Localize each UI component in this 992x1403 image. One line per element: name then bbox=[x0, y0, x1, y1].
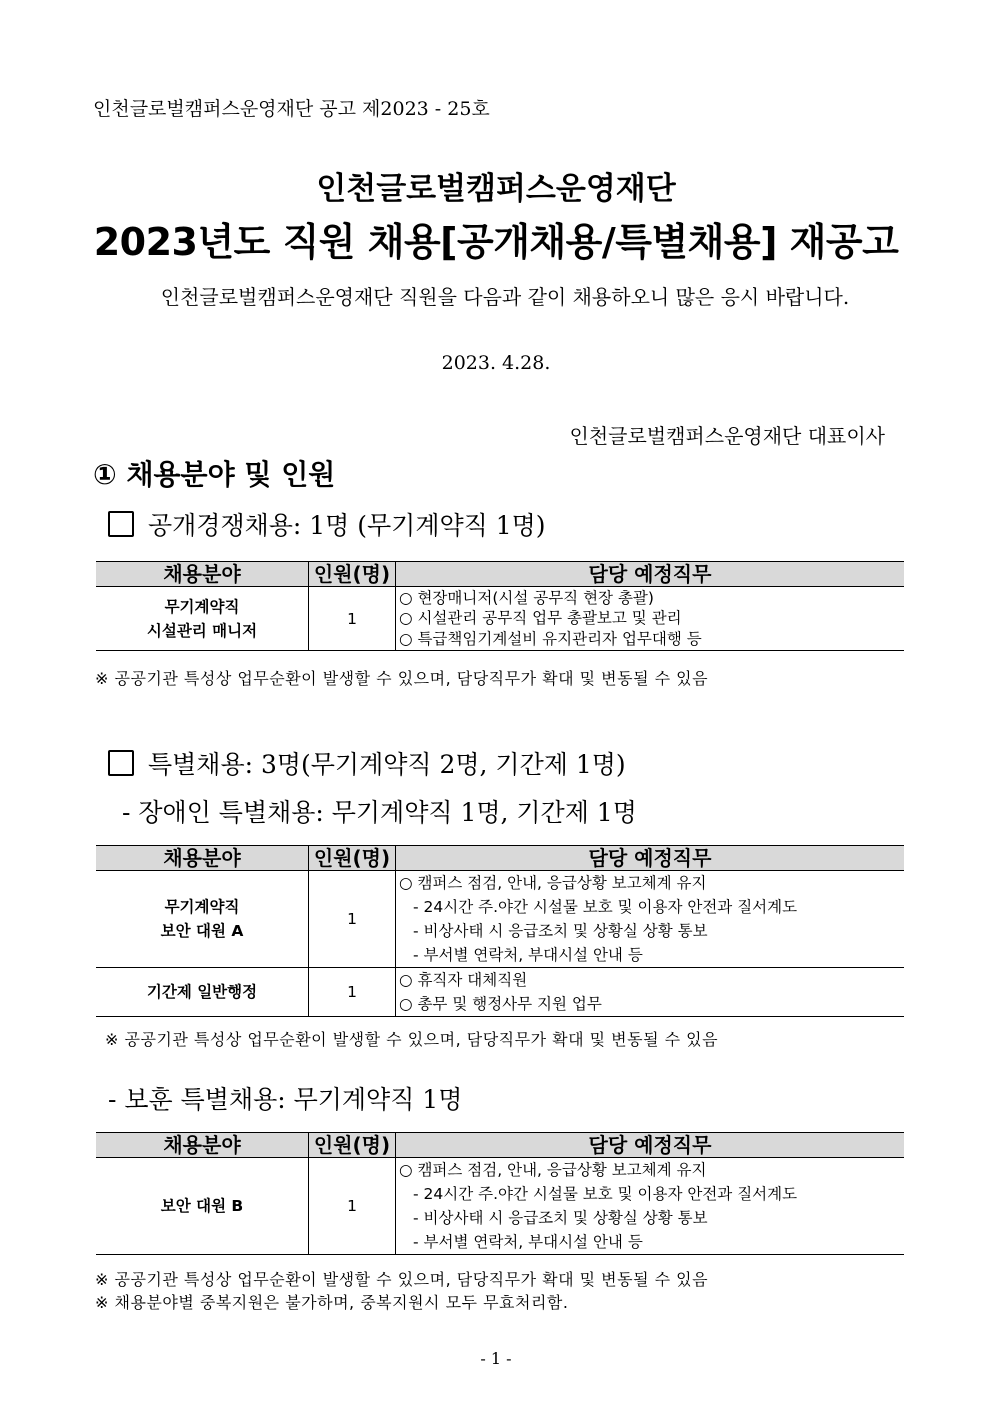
page-number: - 1 - bbox=[480, 1349, 512, 1368]
veteran-note-2: ※ 채용분야별 중복지원은 불가하며, 중복지원시 모두 무효처리함. bbox=[95, 1293, 569, 1312]
field-cell bbox=[96, 587, 309, 651]
duties-cell bbox=[396, 871, 905, 968]
col-duties: 담당 예정직무 bbox=[396, 846, 905, 871]
duty-item: ○ 현장매니저(시설 공무직 현장 총괄) bbox=[399, 588, 654, 607]
duty-item: ○ 캠퍼스 점검, 안내, 응급상황 보고체계 유지 bbox=[399, 1161, 707, 1179]
notice-number: 인천글로벌캠퍼스운영재단 공고 제2023 - 25호 bbox=[93, 98, 490, 120]
field-line2: 보안 대원 A bbox=[160, 922, 244, 940]
org-title: 인천글로벌캠퍼스운영재단 bbox=[316, 171, 676, 207]
open-recruit-heading-text: 공개경쟁채용: 1명 (무기계약직 1명) bbox=[148, 511, 546, 540]
table-header-row bbox=[96, 1133, 904, 1158]
duty-item: ○ 시설관리 공무직 업무 총괄보고 및 관리 bbox=[399, 609, 682, 628]
open-note: ※ 공공기관 특성상 업무순환이 발생할 수 있으며, 담당직무가 확대 및 변동될 수 있음 bbox=[95, 669, 709, 688]
field-cell: 기간제 일반행정 bbox=[96, 968, 309, 1017]
duty-item: - 24시간 주.야간 시설물 보호 및 이용자 안전과 질서계도 bbox=[413, 1185, 798, 1203]
duties-cell bbox=[396, 587, 905, 651]
field-line1: 무기계약직 bbox=[164, 597, 240, 616]
field-cell: 보안 대원 B bbox=[96, 1158, 309, 1255]
col-count: 인원(명) bbox=[309, 846, 396, 871]
col-field: 채용분야 bbox=[96, 1133, 309, 1158]
table-row bbox=[96, 1158, 904, 1255]
table-header-row bbox=[96, 562, 904, 587]
open-recruit-heading bbox=[108, 506, 546, 542]
duty-item: ○ 휴직자 대체직원 bbox=[399, 971, 528, 989]
intro-text: 인천글로벌캠퍼스운영재단 직원을 다음과 같이 채용하오니 많은 응시 바랍니다. bbox=[160, 285, 850, 309]
table-row bbox=[96, 871, 904, 968]
signer: 인천글로벌캠퍼스운영재단 대표이사 bbox=[569, 424, 885, 448]
duty-item: - 부서별 연락처, 부대시설 안내 등 bbox=[413, 946, 643, 964]
special-recruit-heading-text: 특별채용: 3명(무기계약직 2명, 기간제 1명) bbox=[148, 750, 626, 779]
duty-item: - 비상사태 시 응급조치 및 상황실 상황 통보 bbox=[413, 922, 708, 940]
col-field: 채용분야 bbox=[96, 562, 309, 587]
special-recruit-heading bbox=[108, 745, 626, 781]
duty-item: ○ 캠퍼스 점검, 안내, 응급상황 보고체계 유지 bbox=[399, 874, 707, 892]
checkbox-square-icon bbox=[108, 750, 134, 776]
duty-item: ○ 총무 및 행정사무 지원 업무 bbox=[399, 995, 602, 1013]
duty-item: - 비상사태 시 응급조치 및 상황실 상황 통보 bbox=[413, 1209, 708, 1227]
field-line2: 시설관리 매니저 bbox=[146, 621, 258, 640]
duties-cell bbox=[396, 1158, 905, 1255]
veteran-note-1: ※ 공공기관 특성상 업무순환이 발생할 수 있으며, 담당직무가 확대 및 변동될 수 있음 bbox=[95, 1270, 709, 1289]
duty-item: - 24시간 주.야간 시설물 보호 및 이용자 안전과 질서계도 bbox=[413, 898, 798, 916]
col-duties: 담당 예정직무 bbox=[396, 562, 905, 587]
veteran-recruit-heading: - 보훈 특별채용: 무기계약직 1명 bbox=[108, 1085, 463, 1114]
count-cell: 1 bbox=[309, 1158, 396, 1255]
veteran-recruit-table bbox=[96, 1132, 904, 1255]
table-row bbox=[96, 968, 904, 1017]
duty-item: ○ 특급책임기계설비 유지관리자 업무대행 등 bbox=[399, 629, 702, 648]
duties-cell bbox=[396, 968, 905, 1017]
count-cell: 1 bbox=[309, 968, 396, 1017]
col-count: 인원(명) bbox=[309, 1133, 396, 1158]
duty-item: - 부서별 연락처, 부대시설 안내 등 bbox=[413, 1233, 643, 1251]
disabled-recruit-table bbox=[96, 845, 904, 1017]
checkbox-square-icon bbox=[108, 511, 134, 537]
disabled-note: ※ 공공기관 특성상 업무순환이 발생할 수 있으며, 담당직무가 확대 및 변동될 수 있음 bbox=[105, 1030, 719, 1049]
col-count: 인원(명) bbox=[309, 562, 396, 587]
col-field: 채용분야 bbox=[96, 846, 309, 871]
table-header-row bbox=[96, 846, 904, 871]
field-line1: 무기계약직 bbox=[164, 898, 240, 916]
table-row bbox=[96, 587, 904, 651]
col-duties: 담당 예정직무 bbox=[396, 1133, 905, 1158]
section-title: ① 채용분야 및 인원 bbox=[93, 458, 336, 491]
disabled-recruit-heading: - 장애인 특별채용: 무기계약직 1명, 기간제 1명 bbox=[122, 798, 637, 827]
field-cell bbox=[96, 871, 309, 968]
main-title: 2023년도 직원 채용[공개채용/특별채용] 재공고 bbox=[93, 220, 899, 264]
notice-date: 2023. 4.28. bbox=[441, 352, 551, 374]
count-cell: 1 bbox=[309, 587, 396, 651]
open-recruit-table bbox=[96, 561, 904, 651]
count-cell: 1 bbox=[309, 871, 396, 968]
